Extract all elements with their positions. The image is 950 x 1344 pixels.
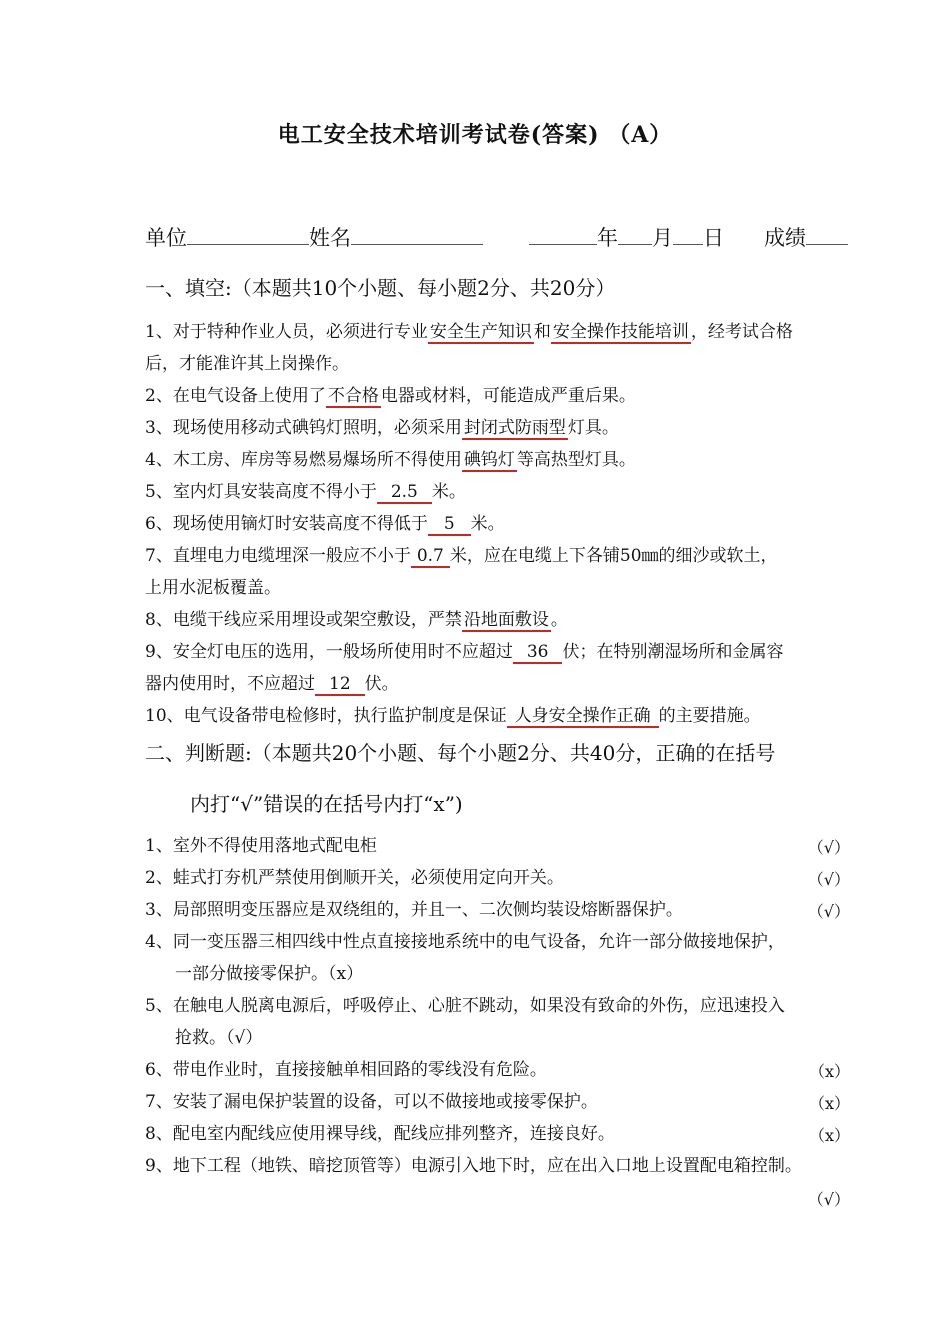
judge-mark-1: （√） (807, 838, 850, 857)
year-label: 年 (597, 226, 618, 250)
judge-item-1: 1、室外不得使用落地式配电柜 (145, 836, 377, 856)
fill-item-8: 8、电缆干线应采用埋设或架空敷设，严禁 沿地面敷设 。 (145, 610, 568, 630)
answer-5: 2.5 (377, 482, 432, 504)
fill-item-3: 3、现场使用移动式碘钨灯照明，必须采用 封闭式防雨型 灯具。 (145, 418, 619, 438)
year-blank[interactable] (529, 243, 597, 245)
answer-1b: 安全操作技能培训 (552, 322, 689, 342)
day-label: 日 (703, 226, 724, 250)
answer-1a: 安全生产知识 (429, 322, 532, 342)
score-label: 成绩 (764, 226, 806, 250)
score-blank[interactable] (806, 243, 848, 245)
answer-7: 0.7 (411, 546, 450, 568)
answer-2: 不合格 (327, 386, 379, 406)
name-label: 姓名 (309, 226, 351, 250)
fill-item-2: 2、在电气设备上使用了 不合格 电器或材料，可能造成严重后果。 (145, 386, 636, 406)
name-blank[interactable] (351, 243, 483, 245)
judge-mark-2: （√） (807, 870, 850, 889)
exam-header (145, 222, 865, 252)
judge-item-4-line2: 一部分做接零保护。（x） (175, 964, 364, 984)
fill-item-1-line2: 后，才能准许其上岗操作。 (145, 354, 349, 374)
day-blank[interactable] (673, 243, 703, 245)
fill-item-7-line2: 上用水泥板覆盖。 (145, 578, 281, 598)
answer-9a: 36 (513, 642, 563, 664)
fill-item-9-line2: 器内使用时，不应超过 12 伏。 (145, 674, 399, 694)
answer-10: 人身安全操作正确 (507, 706, 659, 728)
answer-6: 5 (428, 514, 471, 536)
judge-item-5: 5、在触电人脱离电源后，呼吸停止、心脏不跳动，如果没有致命的外伤，应迅速投入 (145, 996, 785, 1016)
judge-item-7: 7、安装了漏电保护装置的设备，可以不做接地或接零保护。 (145, 1092, 598, 1112)
page-title: 电工安全技术培训考试卷(答案) （A） (277, 122, 673, 148)
judge-mark-7: （x） (808, 1094, 850, 1113)
judge-item-3: 3、局部照明变压器应是双绕组的，并且一、二次侧均装设熔断器保护。 (145, 900, 683, 920)
fill-item-5: 5、室内灯具安装高度不得小于 2.5 米。 (145, 482, 466, 502)
month-label: 月 (652, 226, 673, 250)
answer-8: 沿地面敷设 (463, 610, 549, 630)
fill-item-4: 4、木工房、库房等易燃易爆场所不得使用 碘钨灯 等高热型灯具。 (145, 450, 636, 470)
fill-item-6: 6、现场使用镝灯时安装高度不得低于 5 米。 (145, 514, 505, 534)
answer-9b: 12 (315, 674, 365, 696)
fill-item-9: 9、安全灯电压的选用，一般场所使用时不应超过 36 伏；在特别潮湿场所和金属容 (145, 642, 784, 662)
answer-4: 碘钨灯 (463, 450, 515, 470)
section1-heading: 一、填空:（本题共10个小题、每小题2分、共20分） (145, 276, 616, 300)
section2-heading-line2: 内打“√”错误的在括号内打“x”) (190, 792, 463, 816)
judge-mark-9: （√） (807, 1190, 850, 1209)
judge-item-6: 6、带电作业时，直接接触单相回路的零线没有危险。 (145, 1060, 547, 1080)
judge-mark-3: （√） (807, 902, 850, 921)
judge-item-5-line2: 抢救。（√） (175, 1028, 263, 1048)
section2-heading: 二、判断题:（本题共20个小题、每个小题2分、共40分，正确的在括号 (145, 741, 776, 765)
judge-item-4: 4、同一变压器三相四线中性点直接接地系统中的电气设备，允许一部分做接地保护， (145, 932, 785, 952)
judge-mark-8: （x） (808, 1126, 850, 1145)
judge-item-2: 2、蛙式打夯机严禁使用倒顺开关，必须使用定向开关。 (145, 868, 564, 888)
answer-3: 封闭式防雨型 (463, 418, 566, 438)
fill-item-7: 7、直埋电力电缆埋深一般应不小于 0.7 米，应在电缆上下各铺50㎜的细沙或软土， (145, 546, 778, 566)
judge-item-9: 9、地下工程（地铁、暗挖顶管等）电源引入地下时，应在出入口地上设置配电箱控制。 (145, 1156, 802, 1176)
judge-item-8: 8、配电室内配线应使用裸导线，配线应排列整齐，连接良好。 (145, 1124, 615, 1144)
fill-item-10: 10、电气设备带电检修时，执行监护制度是保证 人身安全操作正确 的主要措施。 (145, 706, 761, 726)
unit-blank[interactable] (187, 243, 309, 245)
fill-item-1: 1、对于特种作业人员，必须进行专业 安全生产知识 和 安全操作技能培训 ，经考试合格 (145, 322, 793, 342)
month-blank[interactable] (618, 243, 652, 245)
judge-mark-6: （x） (808, 1062, 850, 1081)
unit-label: 单位 (145, 226, 187, 250)
